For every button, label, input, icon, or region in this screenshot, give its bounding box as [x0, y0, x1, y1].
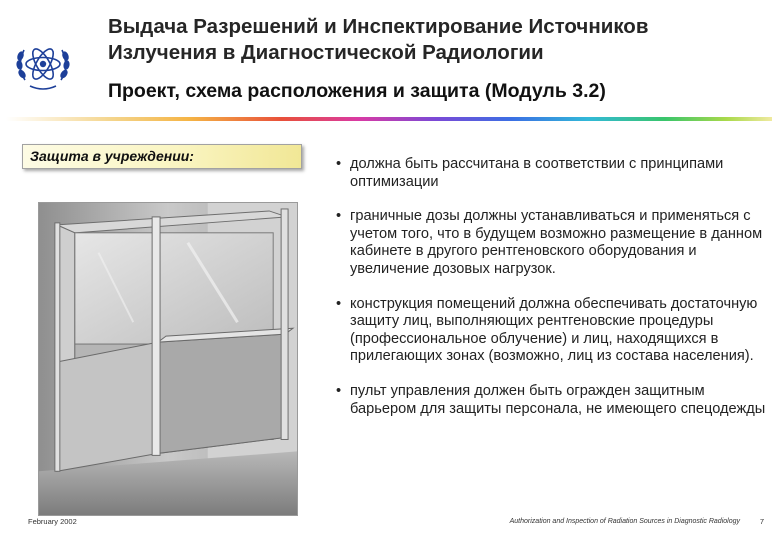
- bullet-item: [336, 156, 766, 191]
- protective-booth-photo: [38, 202, 298, 516]
- slide-subtitle: Проект, схема расположения и защита (Модуль 3.2): [108, 80, 606, 102]
- iaea-atom-emblem-icon: [12, 34, 74, 96]
- bullet-marker: •: [336, 382, 342, 399]
- bullet-marker: •: [336, 208, 342, 225]
- bullet-marker: •: [336, 156, 342, 172]
- section-label-box: [22, 144, 302, 169]
- title-block: [108, 14, 768, 103]
- slide-title-line-1: Выдача Разрешений и Инспектирование Источников: [108, 15, 649, 38]
- footer-title: Authorization and Inspection of Radiation Sources in Diagnostic Radiology: [509, 518, 740, 525]
- footer-date: February 2002: [28, 517, 77, 526]
- bullet-item: [336, 208, 766, 278]
- page-number: 7: [759, 517, 764, 526]
- bullet-text: конструкция помещений должна обеспечивать достаточную защиту лиц, выполняющих рентгеновские процедуры (профессиональное облучение) и лиц, находящихся в прилегающих зонах (возможно, лиц из состава населения).: [350, 295, 758, 365]
- bullet-text: пульт управления должен быть огражден защитным барьером для защиты персонала, не имеющего спецодежды: [350, 382, 766, 417]
- section-label: Защита в учреждении:: [30, 148, 194, 164]
- bullet-item: [336, 383, 766, 418]
- bullet-marker: •: [336, 295, 342, 312]
- slide-title-line-2: Излучения в Диагностической Радиологии: [108, 41, 544, 64]
- bullet-item: [336, 296, 766, 366]
- bullet-text: должна быть рассчитана в соответствии с принципами оптимизации: [350, 156, 724, 190]
- rainbow-divider: [6, 117, 772, 121]
- bullet-text: граничные дозы должны устанавливаться и применяться с учетом того, что в будущем возможно размещение в данном кабинете в другого рентгеновского оборудования и увеличение дозовых нагрузок.: [350, 208, 763, 277]
- bullet-list: [336, 156, 766, 435]
